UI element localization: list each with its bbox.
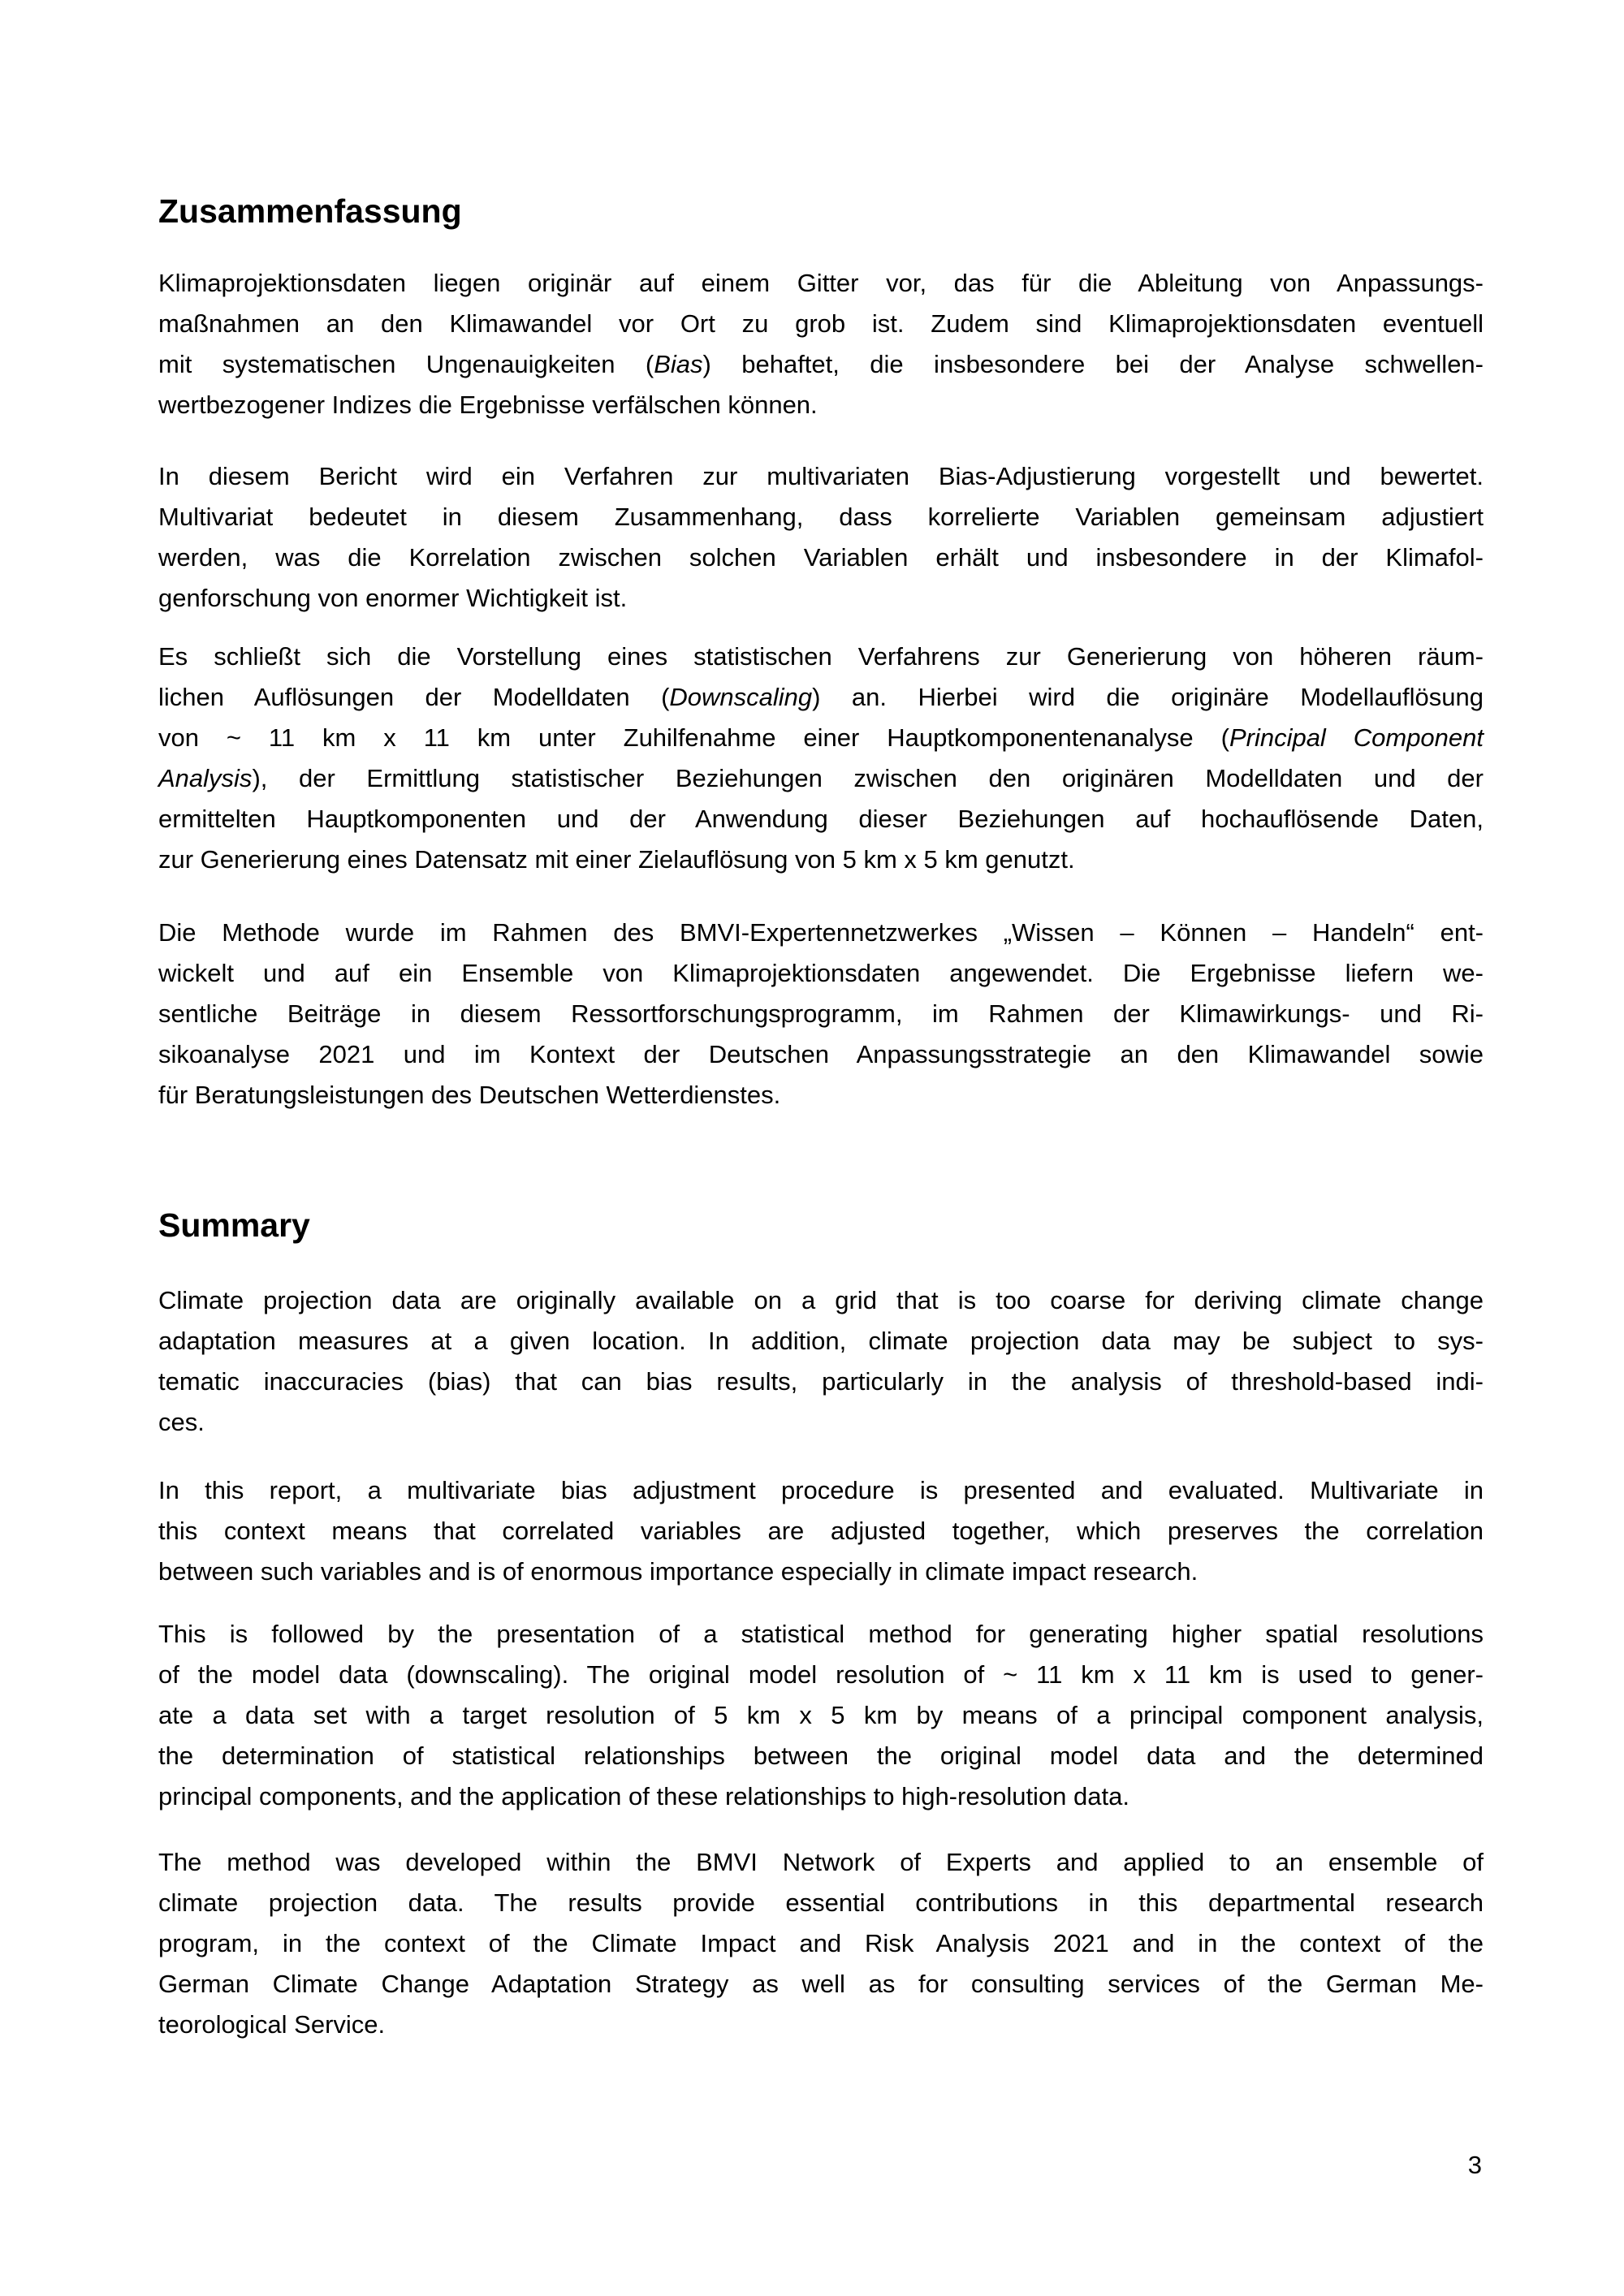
text-line: maßnahmen an den Klimawandel vor Ort zu grob ist. Zudem sind Klimaprojektionsdaten eventuell	[158, 309, 1484, 338]
text-line: wertbezogener Indizes die Ergebnisse verfälschen können.	[158, 391, 818, 419]
text-line: principal components, and the application of these relationships to high-resolution data.	[158, 1782, 1129, 1810]
text-line: Climate projection data are originally available on a grid that is too coarse for deriving climate change	[158, 1286, 1484, 1314]
text-line: climate projection data. The results provide essential contributions in this departmental research	[158, 1888, 1484, 1917]
text-line: lichen Auflösungen der Modelldaten (Downscaling) an. Hierbei wird die originäre Modellauflösung	[158, 683, 1484, 711]
paragraph	[158, 263, 1484, 425]
heading-zusammenfassung: Zusammenfassung	[158, 192, 462, 230]
text-line: between such variables and is of enormous importance especially in climate impact research.	[158, 1557, 1199, 1586]
paragraph	[158, 1470, 1484, 1592]
text-line: of the model data (downscaling). The original model resolution of ~ 11 km x 11 km is used to gener-	[158, 1660, 1484, 1689]
text-line: Die Methode wurde im Rahmen des BMVI-Expertennetzwerkes „Wissen – Können – Handeln“ ent-	[158, 918, 1484, 947]
italic-term: Downscaling	[669, 683, 813, 711]
text-line: tematic inaccuracies (bias) that can bias results, particularly in the analysis of threshold-based indi-	[158, 1367, 1484, 1396]
text-line: The method was developed within the BMVI Network of Experts and applied to an ensemble of	[158, 1848, 1484, 1876]
text-line: von ~ 11 km x 11 km unter Zuhilfenahme einer Hauptkomponentenanalyse (Principal Component	[158, 723, 1484, 752]
text-line: wickelt und auf ein Ensemble von Klimaprojektionsdaten angewendet. Die Ergebnisse liefern we-	[158, 959, 1484, 987]
paragraph	[158, 637, 1484, 880]
paragraph	[158, 456, 1484, 619]
text-line: In this report, a multivariate bias adjustment procedure is presented and evaluated. Multivariate in	[158, 1476, 1484, 1504]
text-line: In diesem Bericht wird ein Verfahren zur multivariaten Bias-Adjustierung vorgestellt und bewertet.	[158, 462, 1484, 490]
italic-term: Bias	[654, 350, 703, 378]
text-line: this context means that correlated variables are adjusted together, which preserves the correlation	[158, 1517, 1484, 1545]
paragraph	[158, 1842, 1484, 2045]
italic-term: Analysis	[158, 764, 253, 792]
text-line: the determination of statistical relationships between the original model data and the determined	[158, 1741, 1484, 1770]
paragraph	[158, 1614, 1484, 1817]
text-line: German Climate Change Adaptation Strategy as well as for consulting services of the German Me-	[158, 1970, 1484, 1998]
paragraph	[158, 1280, 1484, 1443]
text-line: Analysis), der Ermittlung statistischer Beziehungen zwischen den originären Modelldaten und der	[158, 764, 1484, 792]
text-line: adaptation measures at a given location. In addition, climate projection data may be subject to sys-	[158, 1327, 1484, 1355]
text-line: sikoanalyse 2021 und im Kontext der Deutschen Anpassungsstrategie an den Klimawandel sowie	[158, 1040, 1484, 1068]
text-line: genforschung von enormer Wichtigkeit ist.	[158, 584, 628, 612]
text-line: ces.	[158, 1408, 205, 1436]
text-line: This is followed by the presentation of a statistical method for generating higher spatial resolutions	[158, 1620, 1484, 1648]
text-line: teorological Service.	[158, 2010, 386, 2039]
text-line: für Beratungsleistungen des Deutschen Wetterdienstes.	[158, 1081, 781, 1109]
text-line: sentliche Beiträge in diesem Ressortforschungsprogramm, im Rahmen der Klimawirkungs- und Ri-	[158, 999, 1484, 1028]
text-line: Klimaprojektionsdaten liegen originär auf einem Gitter vor, das für die Ableitung von Anpassungs-	[158, 269, 1484, 297]
text-line: program, in the context of the Climate Impact and Risk Analysis 2021 and in the context of the	[158, 1929, 1484, 1957]
text-line: zur Generierung eines Datensatz mit einer Zielauflösung von 5 km x 5 km genutzt.	[158, 845, 1075, 874]
italic-term: Principal Component	[1229, 723, 1484, 752]
paragraph	[158, 913, 1484, 1116]
text-line: mit systematischen Ungenauigkeiten (Bias) behaftet, die insbesondere bei der Analyse schwellen-	[158, 350, 1484, 378]
page-number: 3	[1467, 2151, 1482, 2179]
text-line: werden, was die Korrelation zwischen solchen Variablen erhält und insbesondere in der Klimafol-	[158, 543, 1484, 572]
heading-summary: Summary	[158, 1206, 310, 1244]
text-line: Multivariat bedeutet in diesem Zusammenhang, dass korrelierte Variablen gemeinsam adjustiert	[158, 503, 1484, 531]
text-line: ate a data set with a target resolution of 5 km x 5 km by means of a principal component analysis,	[158, 1701, 1484, 1729]
text-line: Es schließt sich die Vorstellung eines statistischen Verfahrens zur Generierung von höheren räum-	[158, 642, 1484, 671]
text-line: ermittelten Hauptkomponenten und der Anwendung dieser Beziehungen auf hochauflösende Daten,	[158, 805, 1484, 833]
